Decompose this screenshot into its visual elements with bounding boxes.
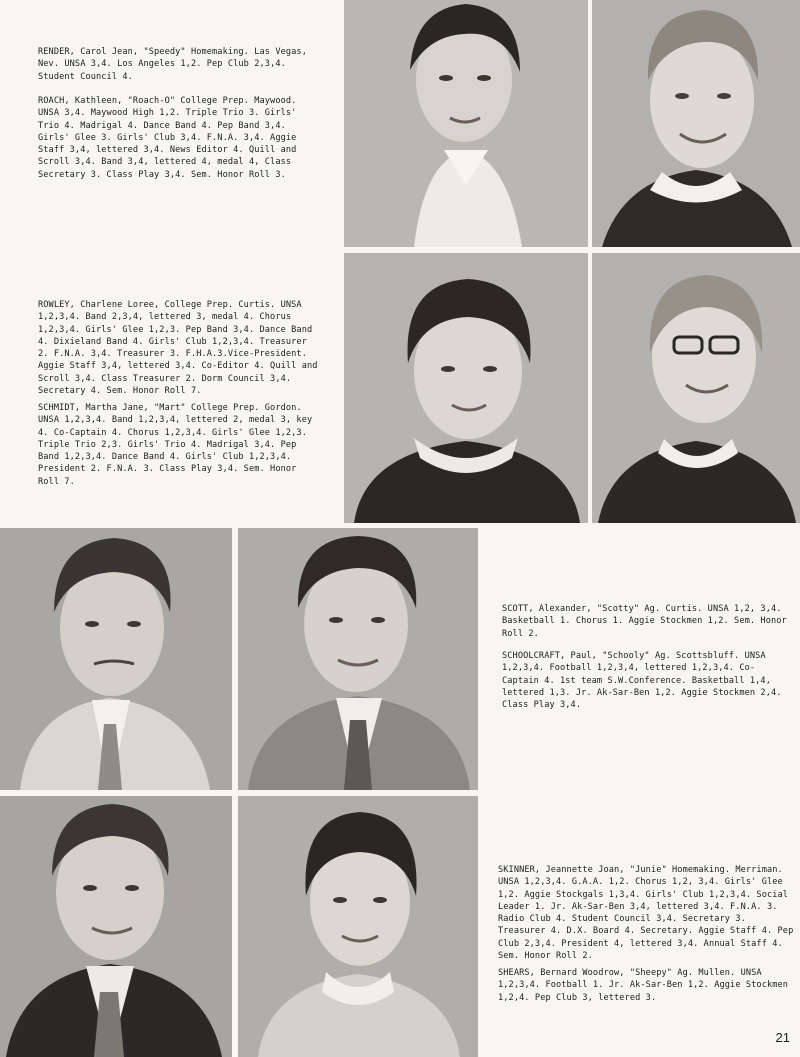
portrait-render [344,0,588,247]
bio-roach: ROACH, Kathleen, "Roach-O" College Prep. Maywood. UNSA 3,4. Maywood High 1,2. Triple Trio 3. Girls' Trio 4. Madrigal 4. Dance Band 4. Pep Band 3,4. Girls' Glee 3. Girls' Club 3,4. F.N.A. 3,4. Aggie Staff 3,4, lettered 3,4. News Editor 4. Quill and Scroll 3,4. Band 3,4, lettered 4, medal 4, Class Secretary 3. Class Play 3,4. Sem. Honor Roll 3. [38,96,297,180]
portrait-skinner [0,796,232,1057]
portrait-schmidt [592,253,800,523]
bio-schoolcraft: SCHOOLCRAFT, Paul, "Schooly" Ag. Scottsbluff. UNSA 1,2,3,4. Football 1,2,3,4, lettered 1,2,3,4. Co-Captain 4. 1st team S.W.Conference. Basketball 1,4, lettered 1,3. Jr. Ak-Sar-Ben 1,2. Aggie Stockmen 2,4. Class Play 3,4. [502,651,782,711]
portrait-shears [238,796,478,1057]
bio-skinner: SKINNER, Jeannette Joan, "Junie" Homemaking. Merriman. UNSA 1,2,3,4. G.A.A. 1,2. Chorus 1,2, 3,4. Girls' Glee 1,2. Aggie Stockgals 1,3,4. Girls' Club 1,2,3,4. Social Leader 1. Jr. Ak-Sar-Ben 3,4, lettered 3,4. F.N.A. 3. Radio Club 4. Student Council 3,4. Secretary 3. Treasurer 4. D.X. Board 4. Secretary. Aggie Staff 4. Pep Club 2,3,4. President 4, lettered 3,4. Annual Staff 4. Sem. Honor Roll 2. [498,865,794,962]
portrait-roach [592,0,800,247]
bio-schmidt: SCHMIDT, Martha Jane, "Mart" College Prep. Gordon. UNSA 1,2,3,4. Band 1,2,3,4, lettered 2, medal 3, key 4. Co-Captain 4. Chorus 1,2,3,4. Girls' Glee 1,2,3. Triple Trio 2,3. Girls' Trio 4. Madrigal 3,4. Pep Band 1,2,3,4. Dance Band 4. Girls' Club 1,2,3,4. President 2. F.N.A. 3. Class Play 3,4. Sem. Honor Roll 7. [38,403,313,487]
bio-render: RENDER, Carol Jean, "Speedy" Homemaking. Las Vegas, Nev. UNSA 3,4. Los Angeles 1,2. Pep Club 2,3,4. Student Council 4. [38,47,307,82]
portrait-scott [0,528,232,790]
page-number: 21 [775,1030,790,1045]
portrait-rowley [344,253,588,523]
bio-shears: SHEARS, Bernard Woodrow, "Sheepy" Ag. Mullen. UNSA 1,2,3,4. Football 1. Jr. Ak-Sar-Ben 1,2. Aggie Stockmen 1,2,4. Pep Club 3, lettered 3. [498,968,789,1003]
bio-scott: SCOTT, Alexander, "Scotty" Ag. Curtis. UNSA 1,2, 3,4. Basketball 1. Chorus 1. Aggie Stockmen 1,2. Sem. Honor Roll 2. [502,604,787,639]
portrait-schoolcraft [238,528,478,790]
bio-rowley: ROWLEY, Charlene Loree, College Prep. Curtis. UNSA 1,2,3,4. Band 2,3,4, lettered 3, medal 4. Chorus 1,2,3,4. Girls' Glee 1,2,3. Pep Band 3,4. Dance Band 4. Dixieland Band 4. Girls' Club 1,2,3,4. Treasurer 2. F.N.A. 3,4. Treasurer 3. F.H.A.3.Vice-President. Aggie Staff 3,4, lettered 3,4. Co-Editor 4. Quill and Scroll 3,4. Class Treasurer 2. Dorm Council 3,4. Secretary 4. Sem. Honor Roll 7. [38,300,318,397]
